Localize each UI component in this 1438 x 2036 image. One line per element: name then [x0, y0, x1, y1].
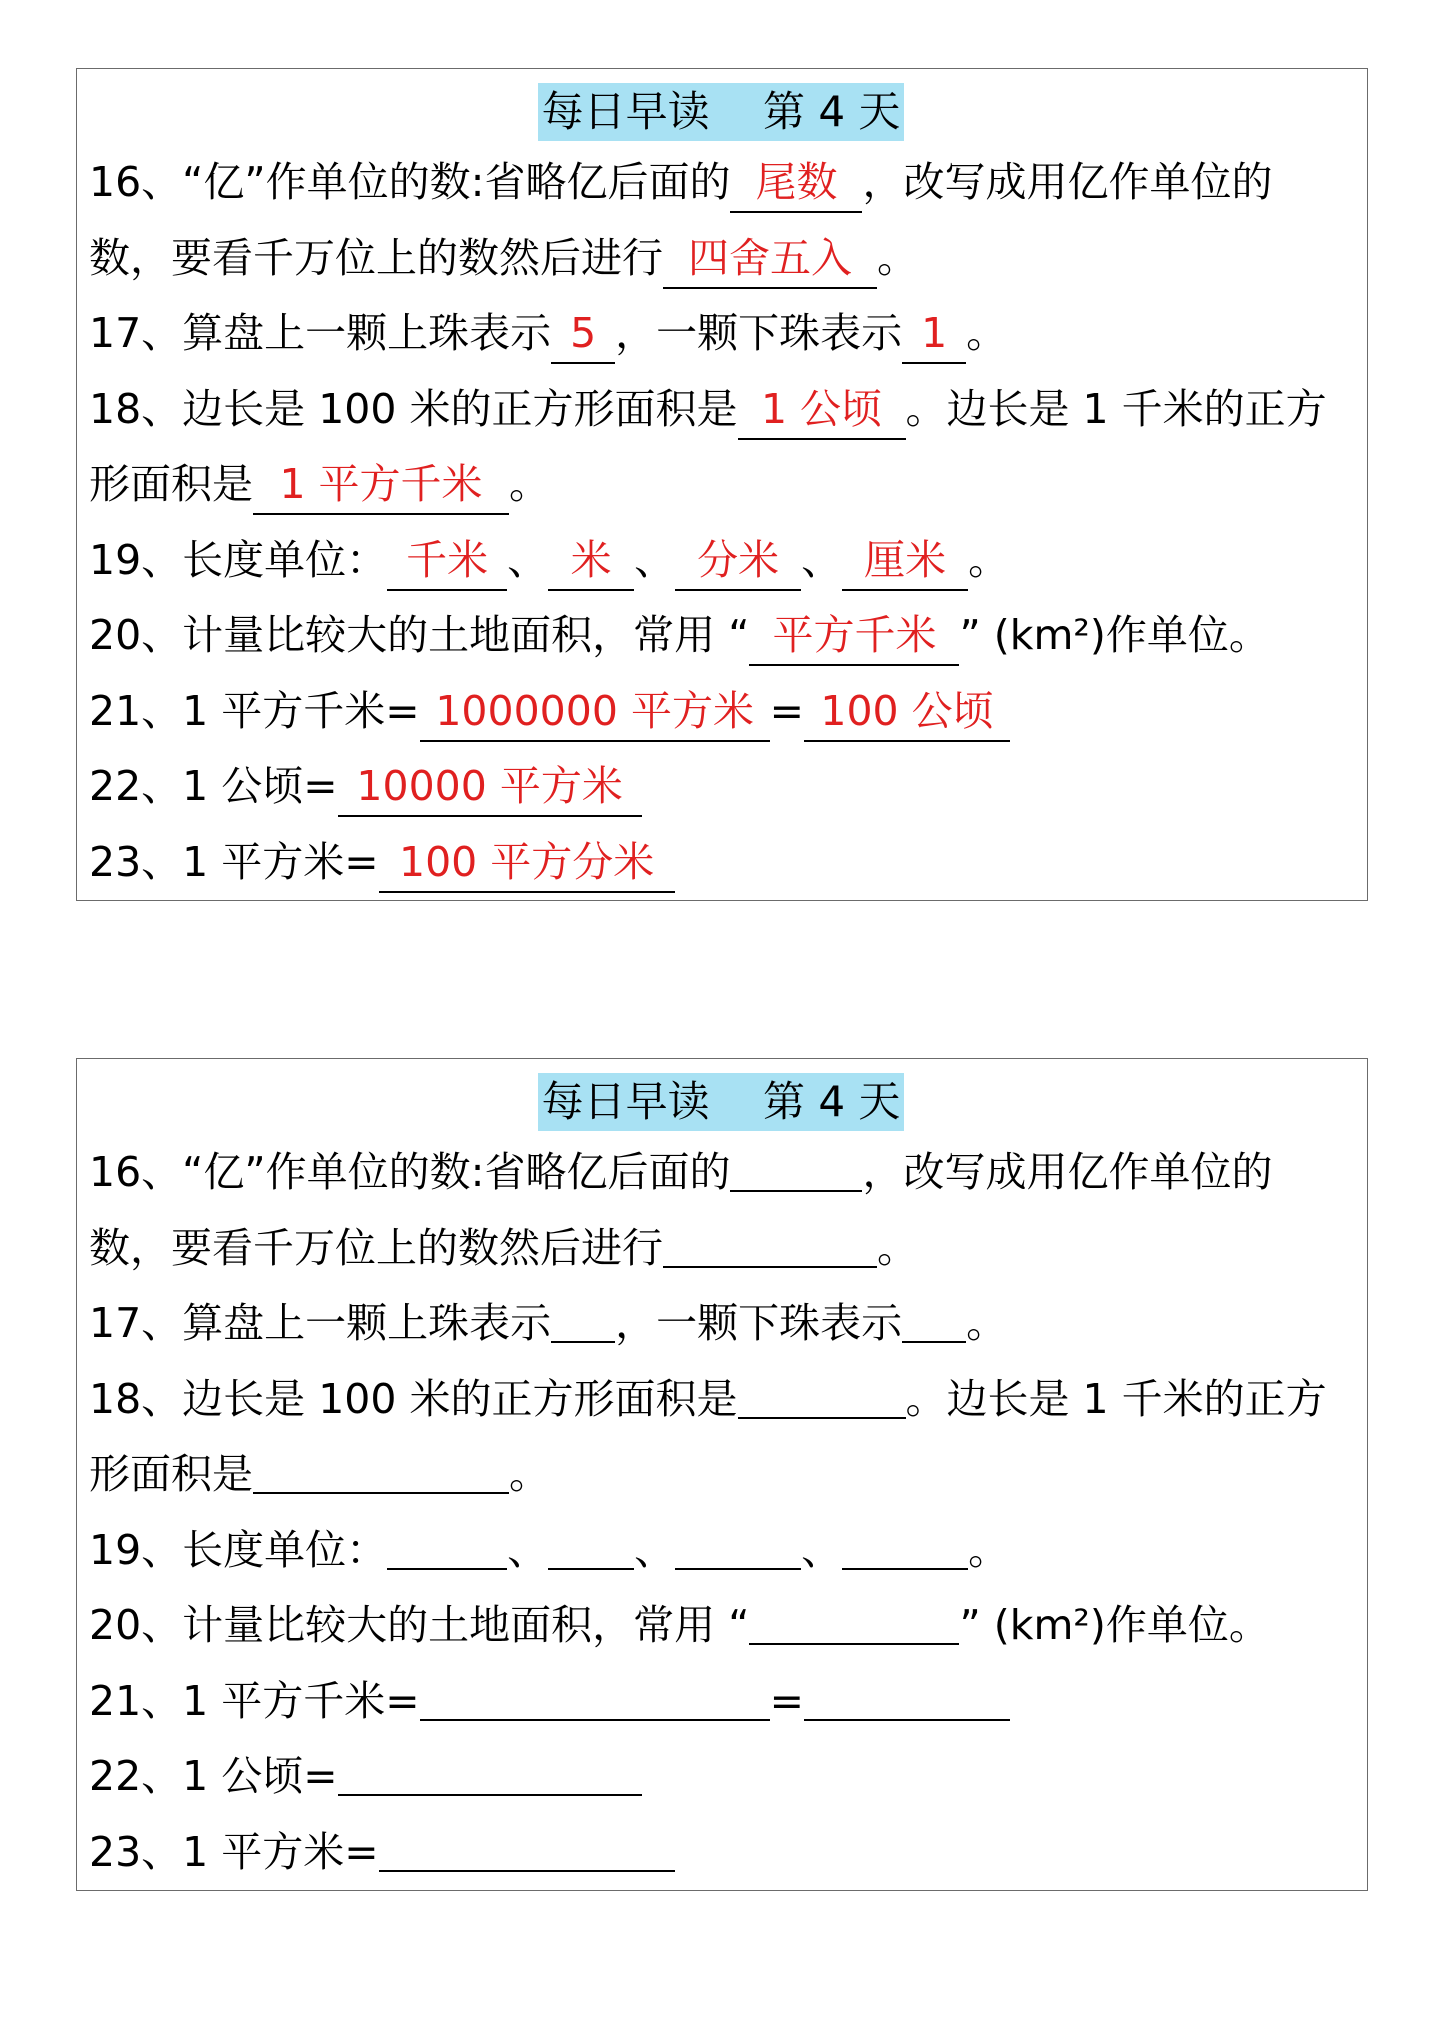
answer-blank: 100 平方分米 — [379, 843, 675, 893]
answer-blank: 100 公顷 — [804, 692, 1010, 742]
question-19: 19、长度单位： 千米 、 米 、 分米 、 厘米 。 — [89, 523, 1353, 599]
question-18-line1: 18、边长是 100 米的正方形面积是 。边长是 1 千米的正方 — [89, 1362, 1353, 1438]
question-18-line2: 形面积是 。 — [89, 1437, 1353, 1513]
question-20: 20、计量比较大的土地面积，常用 “ ” (km²)作单位。 — [89, 1588, 1353, 1664]
sheet-title: 每日早读 第 4 天 — [538, 1073, 905, 1131]
fill-blank — [804, 1671, 1010, 1721]
answer-blank: 千米 — [387, 541, 507, 591]
answer-blank: 10000 平方米 — [338, 767, 642, 817]
question-16-line1: 16、“亿”作单位的数:省略亿后面的 尾数 ，改写成用亿作单位的 — [89, 145, 1353, 221]
answer-blank: 1000000 平方米 — [420, 692, 770, 742]
fill-blank — [738, 1369, 906, 1419]
answer-blank: 分米 — [675, 541, 801, 591]
fill-blank — [842, 1520, 968, 1570]
answer-blank: 平方千米 — [749, 616, 959, 666]
fill-blank — [730, 1142, 862, 1192]
blank-sheet — [76, 1058, 1368, 1891]
question-18-line1: 18、边长是 100 米的正方形面积是 1 公顷 。边长是 1 千米的正方 — [89, 372, 1353, 448]
question-17: 17、算盘上一颗上珠表示 5 ，一颗下珠表示 1 。 — [89, 296, 1353, 372]
answer-blank: 1 平方千米 — [253, 465, 509, 515]
fill-blank — [387, 1520, 507, 1570]
question-18-line2: 形面积是 1 平方千米 。 — [89, 447, 1353, 523]
sheet-title: 每日早读 第 4 天 — [538, 83, 905, 141]
question-16-line2: 数，要看千万位上的数然后进行 四舍五入 。 — [89, 221, 1353, 297]
fill-blank — [253, 1444, 509, 1494]
fill-blank — [675, 1520, 801, 1570]
answer-sheet — [76, 68, 1368, 901]
question-17: 17、算盘上一颗上珠表示 ，一颗下珠表示 。 — [89, 1286, 1353, 1362]
question-16-line2: 数，要看千万位上的数然后进行 。 — [89, 1211, 1353, 1287]
answer-blank: 1 公顷 — [738, 390, 906, 440]
fill-blank — [420, 1671, 770, 1721]
fill-blank — [902, 1293, 966, 1343]
question-16-line1: 16、“亿”作单位的数:省略亿后面的 ，改写成用亿作单位的 — [89, 1135, 1353, 1211]
fill-blank — [379, 1822, 675, 1872]
question-19: 19、长度单位： 、 、 、 。 — [89, 1513, 1353, 1589]
answer-blank: 1 — [902, 314, 966, 364]
fill-blank — [338, 1746, 642, 1796]
question-21: 21、1 平方千米= = — [89, 1664, 1353, 1740]
question-22: 22、1 公顷= — [89, 1739, 1353, 1815]
question-22: 22、1 公顷= 10000 平方米 — [89, 749, 1353, 825]
fill-blank — [548, 1520, 634, 1570]
fill-blank — [663, 1218, 877, 1268]
fill-blank — [551, 1293, 615, 1343]
answer-blank: 四舍五入 — [663, 239, 877, 289]
question-23: 23、1 平方米= — [89, 1815, 1353, 1891]
question-23: 23、1 平方米= 100 平方分米 — [89, 825, 1353, 901]
fill-blank — [749, 1595, 959, 1645]
answer-blank: 厘米 — [842, 541, 968, 591]
question-21: 21、1 平方千米= 1000000 平方米 = 100 公顷 — [89, 674, 1353, 750]
question-20: 20、计量比较大的土地面积，常用 “ 平方千米 ” (km²)作单位。 — [89, 598, 1353, 674]
answer-blank: 尾数 — [730, 163, 862, 213]
answer-blank: 米 — [548, 541, 634, 591]
answer-blank: 5 — [551, 314, 615, 364]
